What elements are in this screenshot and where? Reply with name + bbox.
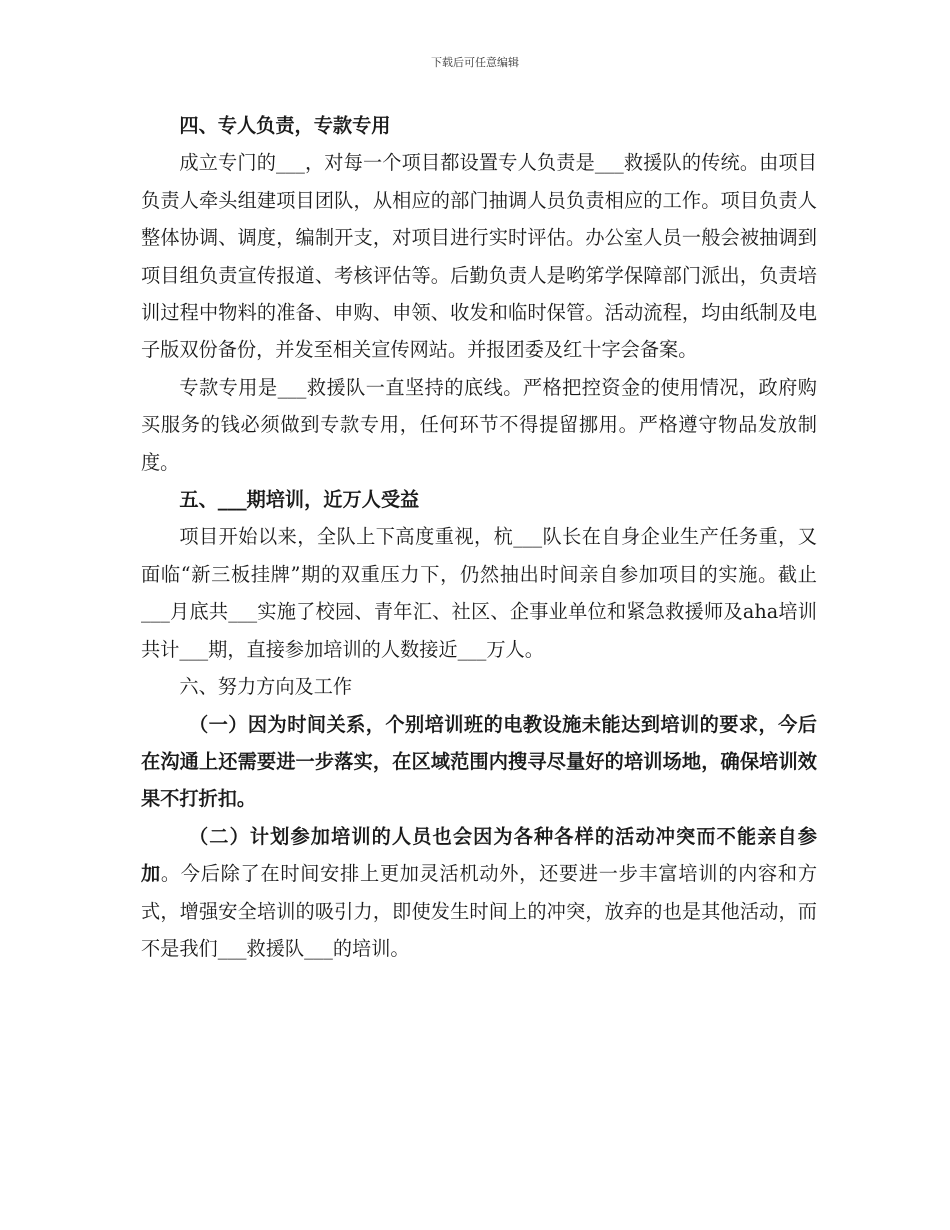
section-6-paragraph-2 xyxy=(141,818,817,968)
section-4-paragraph-2: 专款专用是___救援队一直坚持的底线。严格把控资金的使用情况，政府购买服务的钱必须做到专款专用，任何环节不得提留挪用。严格遵守物品发放制度。 xyxy=(141,375,817,474)
section-6-paragraph-2-rest: 。今后除了在时间安排上更加灵活机动外，还要进一步丰富培训的内容和方式，增强安全培训的吸引力，即使发生时间上的冲突，放弃的也是其他活动，而不是我们___救援队___的培训。 xyxy=(141,862,818,960)
section-4-heading: 四、专人负责，专款专用 xyxy=(179,114,391,137)
section-6-paragraph-1: （一）因为时间关系，个别培训班的电教设施未能达到培训的要求，今后在沟通上还需要进一步落实，在区域范围内搜寻尽量好的培训场地，确保培训效果不打折扣。 xyxy=(141,712,817,811)
section-5-heading: 五、___期培训，近万人受益 xyxy=(179,488,420,512)
section-6-heading: 六、努力方向及工作 xyxy=(179,675,353,699)
document-body xyxy=(141,107,817,967)
page-header: 下载后可任意编辑 xyxy=(431,56,519,69)
section-6-paragraph-2-lead: （二）计划参加培训的人员也会因为各种各样的活动冲突而不能亲自参加 xyxy=(141,824,817,886)
section-5-paragraph-1: 项目开始以来，全队上下高度重视，杭___队长在自身企业生产任务重，又面临“新三板挂牌”期的双重压力下，仍然抽出时间亲自参加项目的实施。截止___月底共___实施了校园、青年汇、社区、企事业单位和紧急救援师及aha培训共计___期，直接参加培训的人数接近___万人。 xyxy=(141,525,817,661)
section-4-paragraph-1: 成立专门的___，对每一个项目都设置专人负责是___救援队的传统。由项目负责人牵头组建项目团队，从相应的部门抽调人员负责相应的工作。项目负责人整体协调、调度，编制开支，对项目进行实时评估。办公室人员一般会被抽调到项目组负责宣传报道、考核评估等。后勤负责人是哟笫学保障部门派出，负责培训过程中物料的准备、申购、申领、收发和临时保管。活动流程，均由纸制及电子版双份备份，并发至相关宣传网站。并报团委及红十字会备案。 xyxy=(141,151,817,362)
